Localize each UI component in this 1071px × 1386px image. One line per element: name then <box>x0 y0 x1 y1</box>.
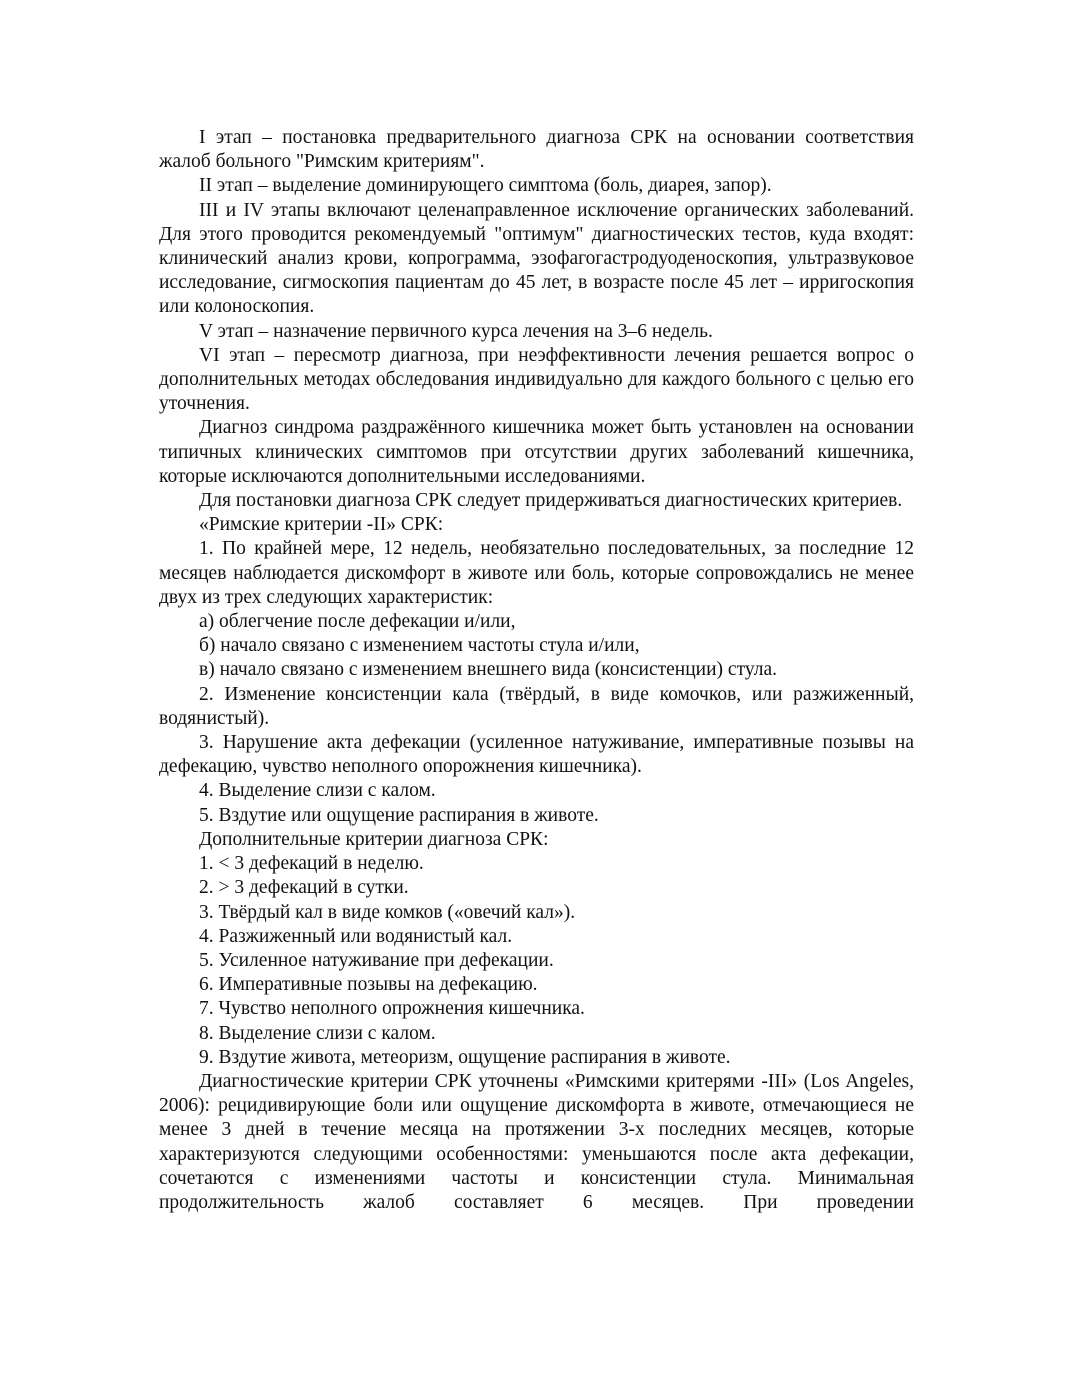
list-item: 4. Разжиженный или водянистый кал. <box>199 925 513 947</box>
list-item: 9. Вздутие живота, метеоризм, ощущение распирания в животе. <box>199 1046 731 1068</box>
list-item: 2. Изменение консистенции кала (твёрдый, в виде комочков, или разжиженный, водянистый). <box>159 683 914 729</box>
paragraph-stage-3-4: III и IV этапы включают целенаправленное исключение органических заболеваний. Для этого проводится рекомендуемый "оптимум" диагностических тестов, куда входят: клинический анализ крови, копрограмма, эзофагогастродуоденоскопия, ультразвуковое исследование, сигмоскопия пациентам до 45 лет, в возрасте после 45 лет – ирригоскопия или колоноскопия. <box>159 199 914 318</box>
paragraph-diagnosis: Диагноз синдрома раздражённого кишечника может быть установлен на основании типичных клинических симптомов при отсутствии других заболеваний кишечника, которые исключаются дополнительными исследованиями. <box>159 417 914 487</box>
list-subitem: б) начало связано с изменением частоты стула и/или, <box>199 635 640 657</box>
list-item: 2. > 3 дефекаций в сутки. <box>199 877 409 899</box>
list-item: 4. Выделение слизи с калом. <box>199 780 436 802</box>
paragraph-stage-2: II этап – выделение доминирующего симптома (боль, диарея, запор). <box>199 175 772 197</box>
list-item: 1. < 3 дефекаций в неделю. <box>199 853 424 875</box>
list-item: 1. По крайней мере, 12 недель, необязательно последовательных, за последние 12 месяцев наблюдается дискомфорт в животе или боль, которые сопровождались не менее двух из трех следующих характеристик: <box>159 538 914 608</box>
paragraph-criteria-intro: Для постановки диагноза СРК следует придерживаться диагностических критериев. <box>199 490 903 512</box>
list-subitem: а) облегчение после дефекации и/или, <box>199 611 516 633</box>
heading-rome-ii: «Римские критерии -II» СРК: <box>199 514 444 536</box>
list-item: 8. Выделение слизи с калом. <box>199 1022 436 1044</box>
list-item: 5. Усиленное натуживание при дефекации. <box>199 949 554 971</box>
list-item: 3. Твёрдый кал в виде комков («овечий кал»). <box>199 901 576 923</box>
list-item: 6. Императивные позывы на дефекацию. <box>199 974 538 996</box>
paragraph-stage-5: V этап – назначение первичного курса лечения на 3–6 недель. <box>199 320 713 342</box>
list-item: 7. Чувство неполного опрожнения кишечника. <box>199 998 585 1020</box>
heading-additional-criteria: Дополнительные критерии диагноза СРК: <box>199 828 549 850</box>
paragraph-stage-1: I этап – постановка предварительного диагноза СРК на основании соответствия жалоб больного "Римским критериям". <box>159 127 914 173</box>
paragraph-stage-6: VI этап – пересмотр диагноза, при неэффективности лечения решается вопрос о дополнительных методах обследования индивидуально для каждого больного с целью его уточнения. <box>159 344 914 415</box>
paragraph-rome-iii: Диагностические критерии СРК уточнены «Римскими критерями -III» (Los Angeles, 2006): рецидивирующие боли или ощущение дискомфорта в животе, отмечающиеся не менее 3 дней в течение месяца на протяжении 3-х последних месяцев, которые характеризуются следующими особенностями: уменьшаются после акта дефекации, сочетаются с изменениями частоты и консистенции стула. Минимальная продолжительность жалоб составляет 6 месяцев. При проведении <box>159 1070 914 1213</box>
document-page <box>159 126 914 1215</box>
list-subitem: в) начало связано с изменением внешнего вида (консистенции) стула. <box>199 659 777 681</box>
list-item: 3. Нарушение акта дефекации (усиленное натуживание, императивные позывы на дефекацию, чувство неполного опорожнения кишечника). <box>159 732 914 778</box>
list-item: 5. Вздутие или ощущение распирания в животе. <box>199 804 599 826</box>
